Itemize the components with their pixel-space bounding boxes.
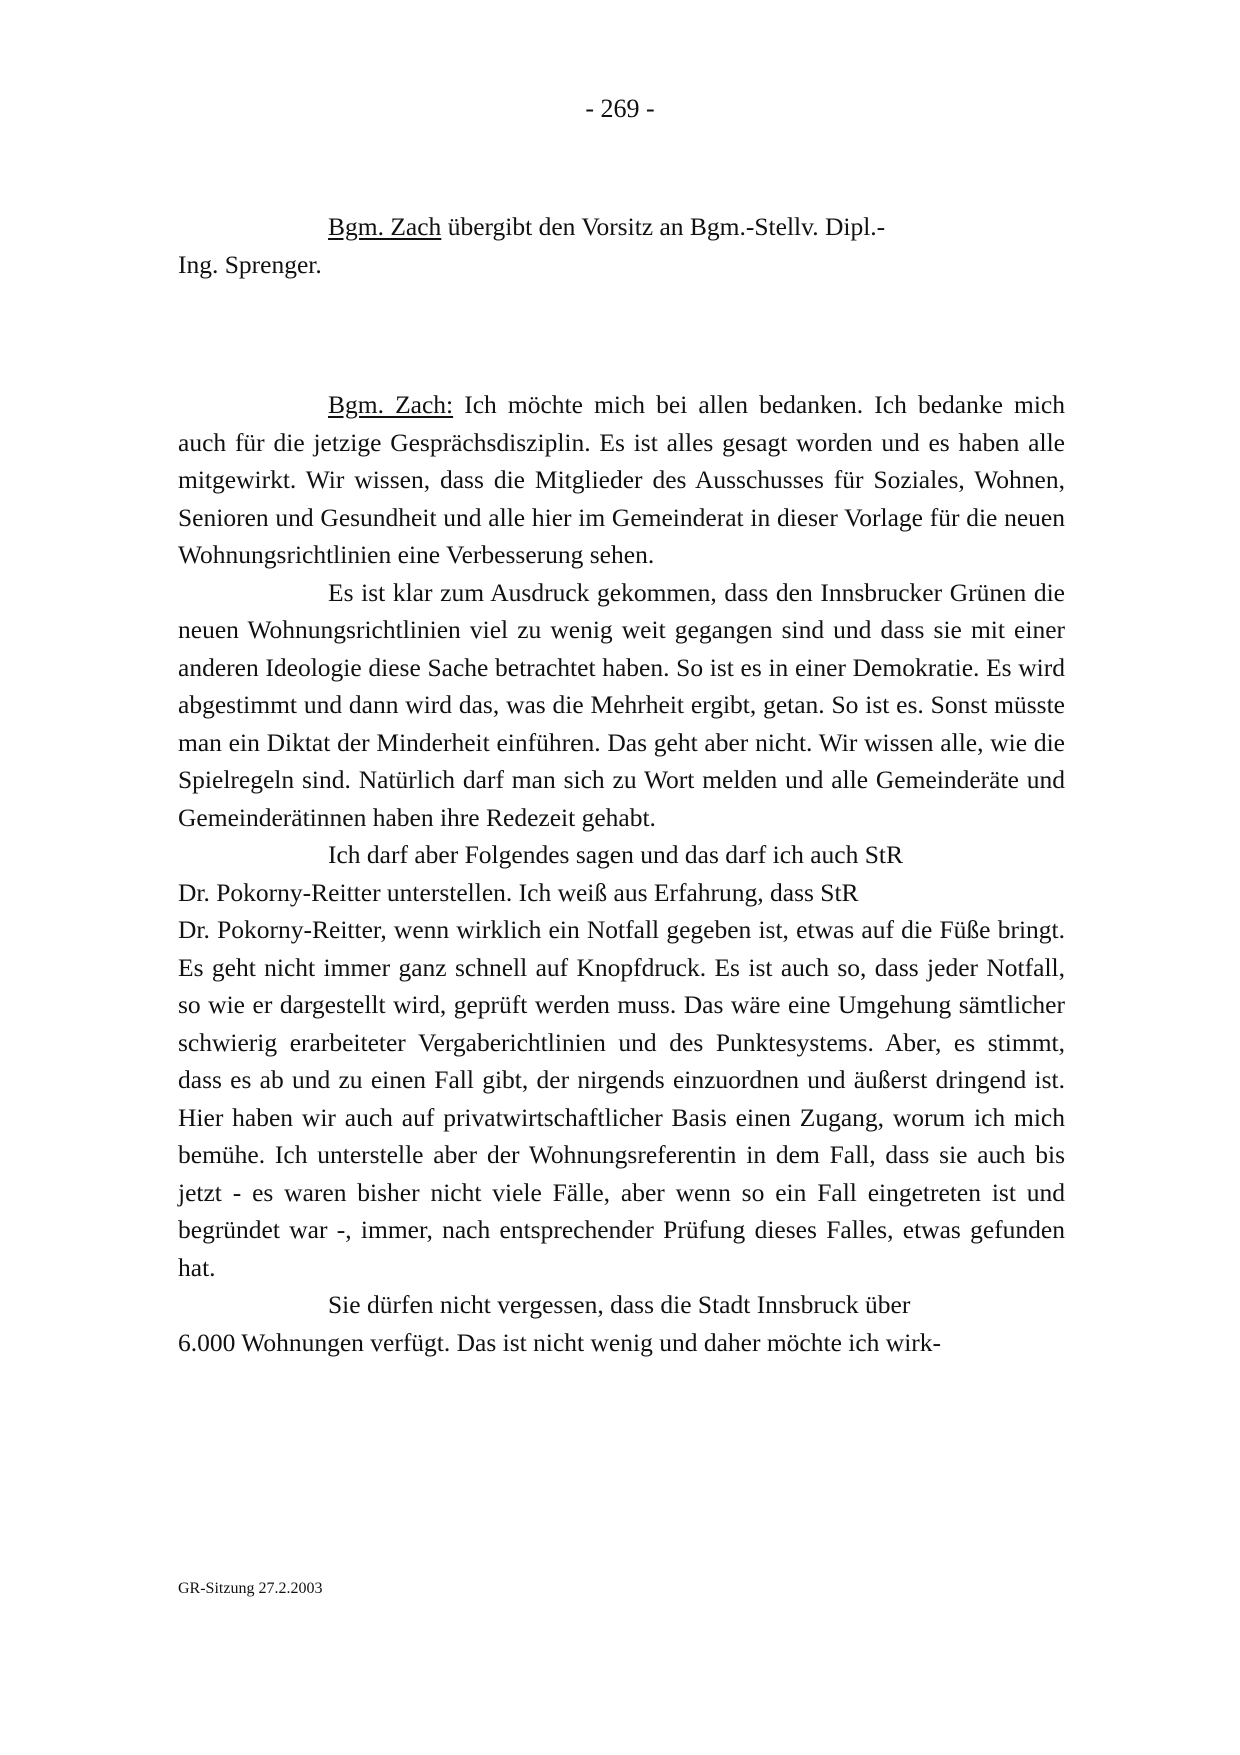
speaker-name: Bgm. Zach — [328, 212, 442, 241]
speech-paragraph-1 — [178, 386, 1065, 574]
speaker-name: Bgm. Zach: — [328, 390, 454, 419]
speech-block — [178, 386, 1065, 1361]
speech-paragraph-2: Es ist klar zum Ausdruck gekommen, dass den Innsbrucker Grünen die neuen Wohnungsrichtlinien viel zu wenig weit gegangen sind und dass sie mit einer anderen Ideologie diese Sache betrachtet haben. So ist es in einer Demokratie. Es wird abgestimmt und dann wird das, was die Mehrheit ergibt, getan. So ist es. Sonst müsste man ein Diktat der Minderheit einführen. Das geht aber nicht. Wir wissen alle, wie die Spielregeln sind. Natürlich darf man sich zu Wort melden und alle Gemeinderäte und Gemeinderätinnen haben ihre Redezeit gehabt. — [178, 577, 1065, 832]
handover-text: übergibt den Vorsitz an Bgm.-Stellv. Dipl.- — [441, 212, 886, 241]
speech-paragraph-3-rest: Dr. Pokorny-Reitter, wenn wirklich ein Notfall gegeben ist, etwas auf die Füße bringt. Es geht nicht immer ganz schnell auf Knopfdruck. Es ist auch so, dass jeder Notfall, so wie er dargestellt wird, geprüft werden muss. Das wäre eine Umgehung sämtlicher schwierig erarbeiteter Vergaberichtlinien und des Punktesystems. Aber, es stimmt, dass es ab und zu einen Fall gibt, der nirgends einzuordnen und äußerst dringend ist. Hier haben wir auch auf privatwirtschaftlicher Basis einen Zugang, worum ich mich bemühe. Ich unterstelle aber der Wohnungsreferentin in dem Fall, dass sie auch bis jetzt - es waren bisher nicht viele Fälle, aber wenn so ein Fall eingetreten ist und begründet war -, immer, nach entsprechender Prüfung dieses Falles, etwas gefunden hat. — [178, 915, 1065, 1282]
speech-paragraph-3-line-2: Dr. Pokorny-Reitter unterstellen. Ich weiß aus Erfahrung, dass StR — [178, 877, 859, 907]
speech-paragraph-3-line-1: Ich darf aber Folgendes sagen und das darf ich auch StR — [328, 840, 903, 869]
speech-paragraph-4-line-2: 6.000 Wohnungen verfügt. Das ist nicht wenig und daher möchte ich wirk- — [178, 1327, 942, 1357]
handover-line-2: Ing. Sprenger. — [178, 249, 322, 279]
footer-session-date: GR-Sitzung 27.2.2003 — [178, 1580, 323, 1597]
statement-handover — [178, 208, 1065, 283]
page-number: - 269 - — [585, 94, 655, 123]
speech-paragraph-4-line-1: Sie dürfen nicht vergessen, dass die Stadt Innsbruck über — [328, 1290, 911, 1319]
speech-paragraph-1-text: Ich möchte mich bei allen bedanken. Ich bedanke mich auch für die jetzige Gesprächsdisziplin. Es ist alles gesagt worden und es haben alle mitgewirkt. Wir wissen, dass die Mitglieder des Ausschusses für Soziales, Wohnen, Senioren und Gesundheit und alle hier im Gemeinderat in dieser Vorlage für die neuen Wohnungsrichtlinien eine Verbesserung sehen. — [178, 390, 1065, 569]
handover-line-1 — [178, 208, 1065, 246]
